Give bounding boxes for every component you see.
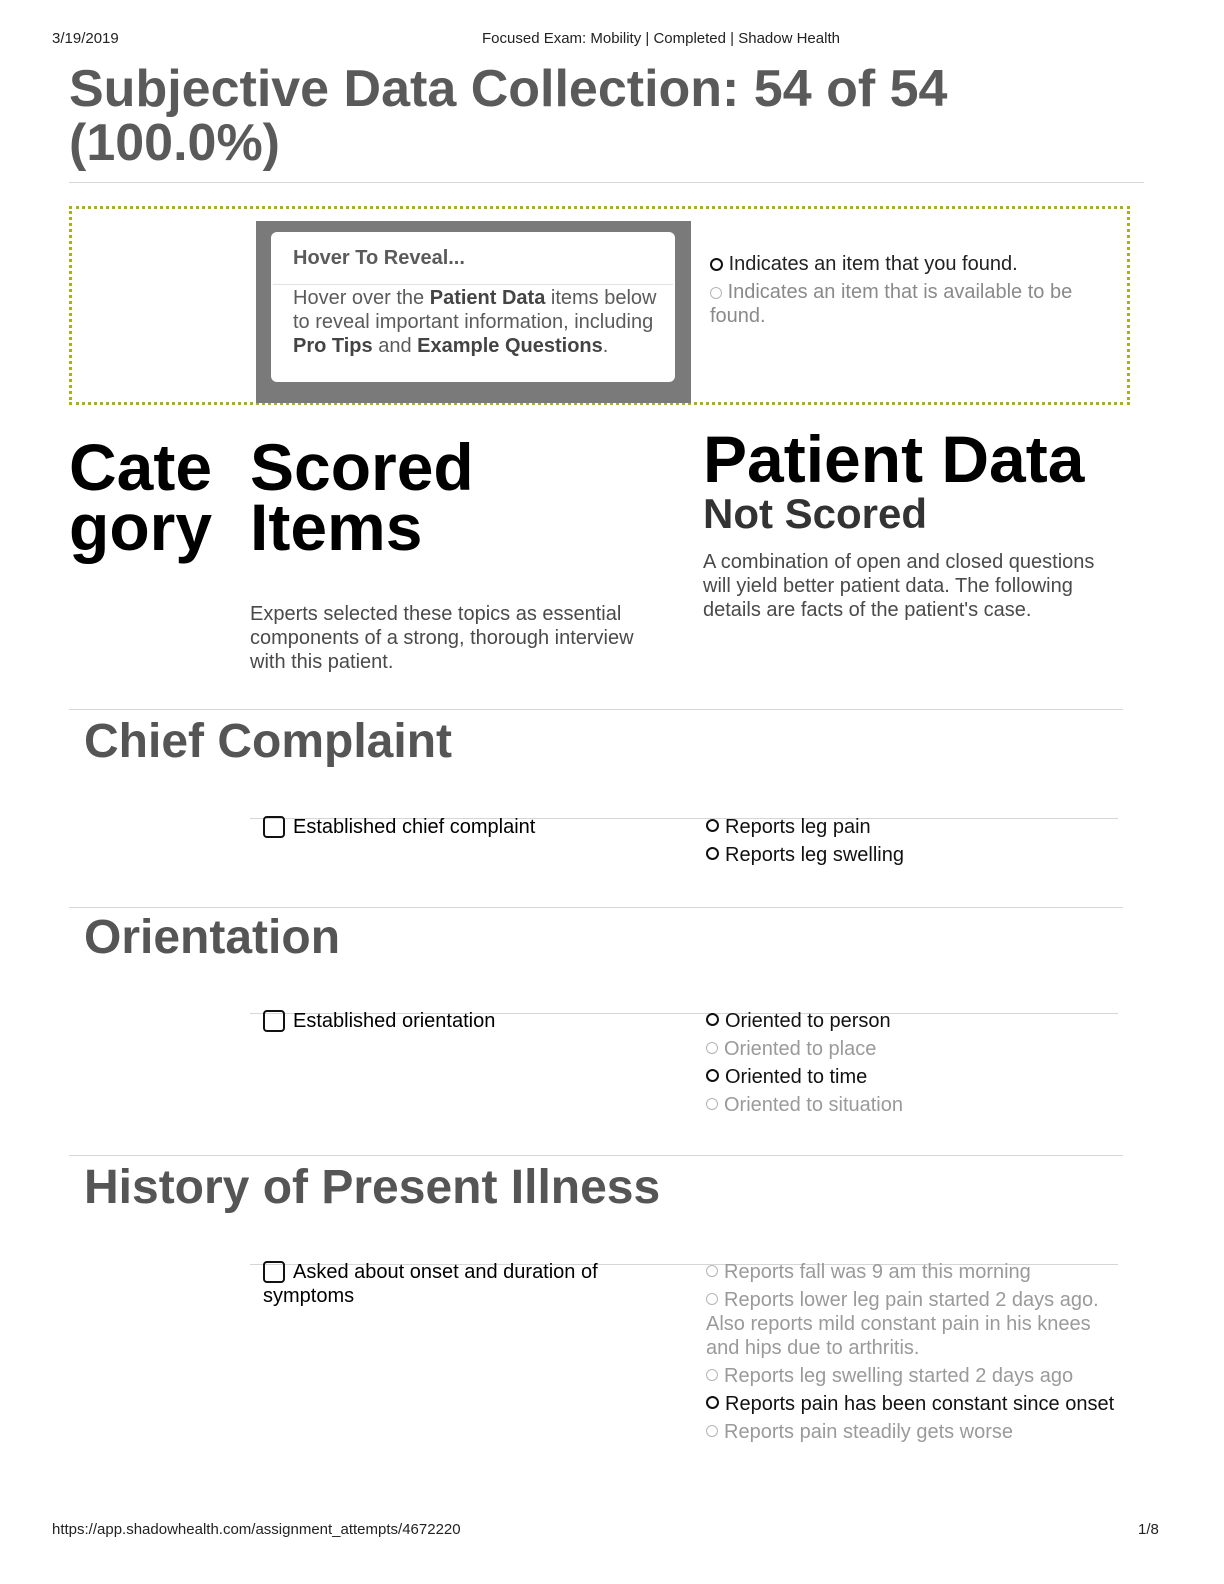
patient-data-item[interactable]: Reports leg swelling started 2 days ago bbox=[706, 1364, 1121, 1388]
patient-data-item[interactable]: Oriented to situation bbox=[706, 1093, 1116, 1117]
section-title-hpi: History of Present Illness bbox=[84, 1161, 661, 1214]
tooltip-body: Hover over the Patient Data items below to reveal important information, including Pro Tips and Example Questions. bbox=[293, 287, 657, 357]
found-circle-icon bbox=[706, 1396, 719, 1409]
found-circle-icon bbox=[706, 1069, 719, 1082]
category-heading: Category bbox=[69, 430, 213, 564]
available-circle-icon bbox=[706, 1425, 718, 1437]
patient-data-list-orientation bbox=[706, 1009, 1116, 1121]
patient-data-list-chief-complaint bbox=[706, 815, 1116, 871]
patient-description: A combination of open and closed questions will yield better patient data. The following details are facts of the patient's case. bbox=[703, 551, 1095, 621]
scored-items-heading: Scored Items bbox=[250, 430, 474, 564]
section-title-chief-complaint: Chief Complaint bbox=[84, 715, 452, 768]
checkbox-icon[interactable] bbox=[263, 1261, 285, 1283]
available-circle-icon bbox=[706, 1369, 718, 1381]
checkbox-icon[interactable] bbox=[263, 816, 285, 838]
section-title-orientation: Orientation bbox=[84, 911, 341, 964]
print-url: https://app.shadowhealth.com/assignment_attempts/4672220 bbox=[52, 1521, 461, 1538]
found-circle-icon bbox=[710, 258, 723, 271]
print-date: 3/19/2019 bbox=[52, 30, 119, 47]
patient-data-item[interactable]: Reports leg pain bbox=[706, 815, 1116, 839]
patient-data-item[interactable]: Oriented to person bbox=[706, 1009, 1116, 1033]
found-circle-icon bbox=[706, 1013, 719, 1026]
print-title: Focused Exam: Mobility | Completed | Shadow Health bbox=[482, 30, 840, 47]
scored-item-orientation[interactable]: Established orientation bbox=[263, 1009, 663, 1033]
patient-data-list-hpi bbox=[706, 1260, 1121, 1448]
section-divider bbox=[69, 907, 1123, 908]
found-circle-icon bbox=[706, 847, 719, 860]
available-circle-icon bbox=[710, 287, 722, 299]
patient-data-item[interactable]: Reports pain steadily gets worse bbox=[706, 1420, 1121, 1444]
page-title: Subjective Data Collection: 54 of 54 (100.0%) bbox=[69, 60, 948, 172]
legend-available: Indicates an item that is available to be found. bbox=[710, 281, 1073, 327]
scored-description: Experts selected these topics as essential components of a strong, thorough interview with this patient. bbox=[250, 603, 634, 673]
print-page-number: 1/8 bbox=[1138, 1521, 1159, 1538]
available-circle-icon bbox=[706, 1265, 718, 1277]
patient-data-item[interactable]: Reports leg swelling bbox=[706, 843, 1116, 867]
tooltip-arrow-icon bbox=[677, 306, 690, 334]
patient-data-item[interactable]: Reports fall was 9 am this morning bbox=[706, 1260, 1121, 1284]
patient-data-item[interactable]: Reports pain has been constant since onset bbox=[706, 1392, 1121, 1416]
checkbox-icon[interactable] bbox=[263, 1010, 285, 1032]
available-circle-icon bbox=[706, 1293, 718, 1305]
not-scored-heading: Not Scored bbox=[703, 490, 928, 537]
title-divider bbox=[69, 182, 1144, 183]
tooltip-title: Hover To Reveal... bbox=[293, 247, 465, 269]
patient-data-heading: Patient Data bbox=[703, 422, 1085, 496]
tooltip-separator bbox=[273, 284, 673, 285]
found-circle-icon bbox=[706, 819, 719, 832]
patient-data-item[interactable]: Oriented to time bbox=[706, 1065, 1116, 1089]
patient-data-item[interactable]: Reports lower leg pain started 2 days ago. Also reports mild constant pain in his knees and hips due to arthritis. bbox=[706, 1289, 1099, 1359]
scored-item-chief-complaint[interactable]: Established chief complaint bbox=[263, 815, 663, 839]
patient-data-item[interactable]: Oriented to place bbox=[706, 1037, 1116, 1061]
legend-found: Indicates an item that you found. bbox=[710, 252, 1110, 276]
scored-item-onset-duration[interactable]: Asked about onset and duration of symptoms bbox=[263, 1261, 598, 1307]
section-divider bbox=[69, 709, 1123, 710]
available-circle-icon bbox=[706, 1042, 718, 1054]
section-divider bbox=[69, 1155, 1123, 1156]
available-circle-icon bbox=[706, 1098, 718, 1110]
